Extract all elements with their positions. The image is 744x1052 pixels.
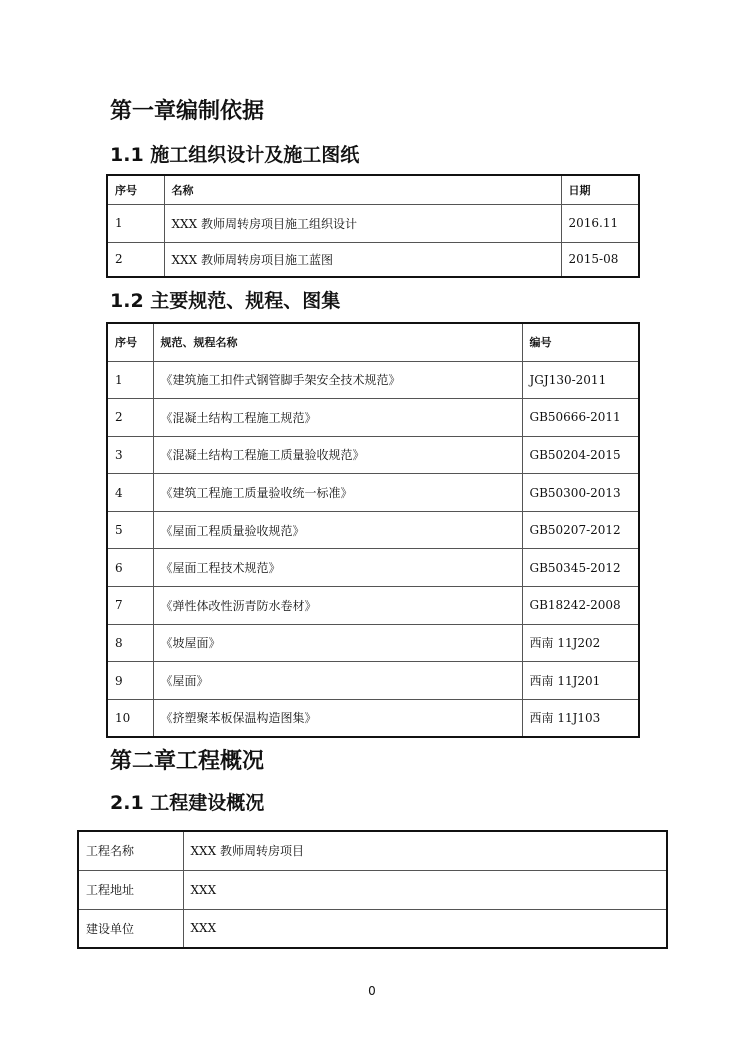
- cell: 2016.11: [561, 204, 639, 242]
- table-row: [107, 361, 639, 399]
- table-row: [107, 624, 639, 662]
- table-row: [107, 474, 639, 512]
- cell: GB50300-2013: [522, 474, 639, 512]
- table-row: [78, 870, 667, 909]
- table-row: [107, 399, 639, 437]
- cell: JGJ130-2011: [522, 361, 639, 399]
- header-cell: 日期: [561, 175, 639, 204]
- cell: 1: [107, 361, 153, 399]
- cell: GB50345-2012: [522, 549, 639, 587]
- value-cell: XXX 教师周转房项目: [183, 831, 667, 870]
- cell: 《屋面工程技术规范》: [153, 549, 522, 587]
- table-row: [107, 242, 639, 277]
- header-cell: 序号: [107, 175, 164, 204]
- header-cell: 规范、规程名称: [153, 323, 522, 361]
- table-row: [78, 909, 667, 948]
- table-row: [78, 831, 667, 870]
- cell: 《混凝土结构工程施工质量验收规范》: [153, 436, 522, 474]
- section-2-1-heading: 2.1 工程建设概况: [110, 792, 265, 814]
- label-cell: 工程名称: [78, 831, 183, 870]
- value-cell: XXX: [183, 909, 667, 948]
- cell: XXX 教师周转房项目施工组织设计: [164, 204, 561, 242]
- cell: 《建筑施工扣件式钢管脚手架安全技术规范》: [153, 361, 522, 399]
- cell: 10: [107, 699, 153, 737]
- cell: XXX 教师周转房项目施工蓝图: [164, 242, 561, 277]
- cell: 《屋面工程质量验收规范》: [153, 511, 522, 549]
- cell: 2: [107, 242, 164, 277]
- cell: GB18242-2008: [522, 587, 639, 625]
- cell: 《挤塑聚苯板保温构造图集》: [153, 699, 522, 737]
- cell: 西南 11J201: [522, 662, 639, 700]
- header-cell: 序号: [107, 323, 153, 361]
- table-row: [107, 699, 639, 737]
- cell: 西南 11J202: [522, 624, 639, 662]
- cell: 《混凝土结构工程施工规范》: [153, 399, 522, 437]
- cell: 2: [107, 399, 153, 437]
- cell: 《弹性体改性沥青防水卷材》: [153, 587, 522, 625]
- cell: 2015-08: [561, 242, 639, 277]
- table-header-row: [107, 323, 639, 361]
- drawings-table: [106, 174, 640, 278]
- chapter-2-heading: 第二章工程概况: [110, 749, 265, 774]
- label-cell: 工程地址: [78, 870, 183, 909]
- page-number: 0: [368, 984, 376, 998]
- cell: 3: [107, 436, 153, 474]
- table-row: [107, 587, 639, 625]
- table-header-row: [107, 175, 639, 204]
- header-cell: 名称: [164, 175, 561, 204]
- chapter-1-heading: 第一章编制依据: [110, 99, 265, 124]
- table-row: [107, 436, 639, 474]
- cell: 《坡屋面》: [153, 624, 522, 662]
- cell: 西南 11J103: [522, 699, 639, 737]
- section-1-1-heading: 1.1 施工组织设计及施工图纸: [110, 144, 360, 166]
- section-1-2-heading: 1.2 主要规范、规程、图集: [110, 290, 341, 312]
- value-cell: XXX: [183, 870, 667, 909]
- project-overview-table: [77, 830, 668, 949]
- cell: GB50207-2012: [522, 511, 639, 549]
- cell: 1: [107, 204, 164, 242]
- cell: GB50666-2011: [522, 399, 639, 437]
- table-row: [107, 204, 639, 242]
- cell: 《屋面》: [153, 662, 522, 700]
- label-cell: 建设单位: [78, 909, 183, 948]
- cell: GB50204-2015: [522, 436, 639, 474]
- cell: 8: [107, 624, 153, 662]
- cell: 4: [107, 474, 153, 512]
- cell: 9: [107, 662, 153, 700]
- table-row: [107, 662, 639, 700]
- table-row: [107, 511, 639, 549]
- table-row: [107, 549, 639, 587]
- cell: 6: [107, 549, 153, 587]
- cell: 5: [107, 511, 153, 549]
- header-cell: 编号: [522, 323, 639, 361]
- standards-table: [106, 322, 640, 738]
- cell: 7: [107, 587, 153, 625]
- cell: 《建筑工程施工质量验收统一标准》: [153, 474, 522, 512]
